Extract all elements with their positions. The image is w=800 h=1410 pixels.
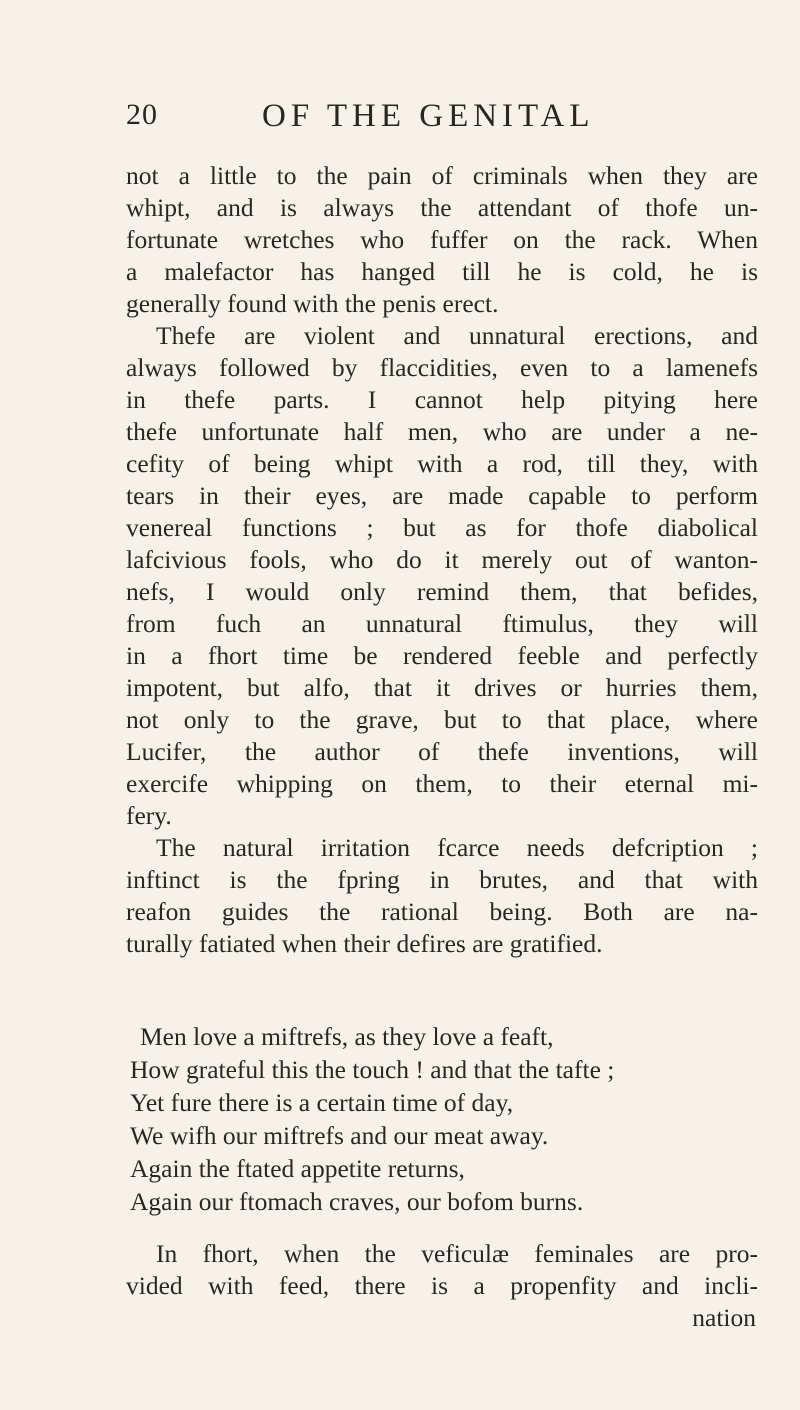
text-line: in a fhort time be rendered feeble and perfectly: [126, 641, 758, 670]
text-line: always followed by flaccidities, even to a lamenefs: [126, 353, 758, 382]
text-line: from fuch an unnatural ftimulus, they will: [126, 609, 758, 638]
verse-line: We wifh our miftrefs and our meat away.: [130, 1121, 549, 1150]
verse-line: Again the ftated appetite returns,: [130, 1154, 465, 1183]
verse-line: Men love a miftrefs, as they love a feaft,: [140, 1022, 554, 1051]
text-line: impotent, but alfo, that it drives or hurries them,: [126, 673, 758, 702]
page-header: [126, 98, 746, 138]
text-line: lafcivious fools, who do it merely out of wanton-: [126, 545, 758, 574]
text-line: turally fatiated when their defires are gratified.: [126, 929, 603, 958]
text-line: fortunate wretches who fuffer on the rack. When: [126, 225, 758, 254]
text-line: fery.: [126, 801, 172, 830]
text-line: not only to the grave, but to that place, where: [126, 705, 758, 734]
text-line: venereal functions ; but as for thofe diabolical: [126, 513, 758, 542]
text-line: Lucifer, the author of thefe inventions, will: [126, 737, 758, 766]
text-line: generally found with the penis erect.: [126, 289, 499, 318]
text-line: exercife whipping on them, to their eternal mi-: [126, 769, 758, 798]
running-head: OF THE GENITAL: [262, 98, 595, 134]
page-number: 20: [126, 98, 158, 131]
paragraph-3: [126, 832, 758, 960]
verse-line: Again our ftomach craves, our bofom burns.: [130, 1187, 584, 1216]
body-text: [126, 160, 758, 960]
text-line: cefity of being whipt with a rod, till they, with: [126, 449, 758, 478]
text-line: not a little to the pain of criminals when they are: [126, 161, 758, 190]
text-line: thefe unfortunate half men, who are under a ne-: [126, 417, 758, 446]
text-line: a malefactor has hanged till he is cold, he is: [126, 257, 758, 286]
text-line: nation: [692, 1303, 756, 1332]
verse-quotation: [126, 1020, 758, 1218]
text-line: in thefe parts. I cannot help pitying here: [126, 385, 758, 414]
text-line: nefs, I would only remind them, that befides,: [126, 577, 758, 606]
text-line: reafon guides the rational being. Both are na-: [126, 897, 758, 926]
paragraph-4: [126, 1238, 758, 1334]
verse-line: How grateful this the touch ! and that the tafte ;: [130, 1055, 615, 1084]
text-line: whipt, and is always the attendant of thofe un-: [126, 193, 758, 222]
text-line: vided with feed, there is a propenfity and incli-: [126, 1271, 758, 1300]
text-line: In fhort, when the veficulæ feminales are pro-: [156, 1239, 758, 1268]
verse-line: Yet fure there is a certain time of day,: [130, 1088, 514, 1117]
text-line: inftinct is the fpring in brutes, and that with: [126, 865, 758, 894]
paragraph-2: [126, 320, 758, 832]
text-line: The natural irritation fcarce needs defcription ;: [156, 833, 758, 862]
text-line: tears in their eyes, are made capable to perform: [126, 481, 758, 510]
text-line: Thefe are violent and unnatural erections, and: [156, 321, 758, 350]
paragraph-1: [126, 160, 758, 320]
